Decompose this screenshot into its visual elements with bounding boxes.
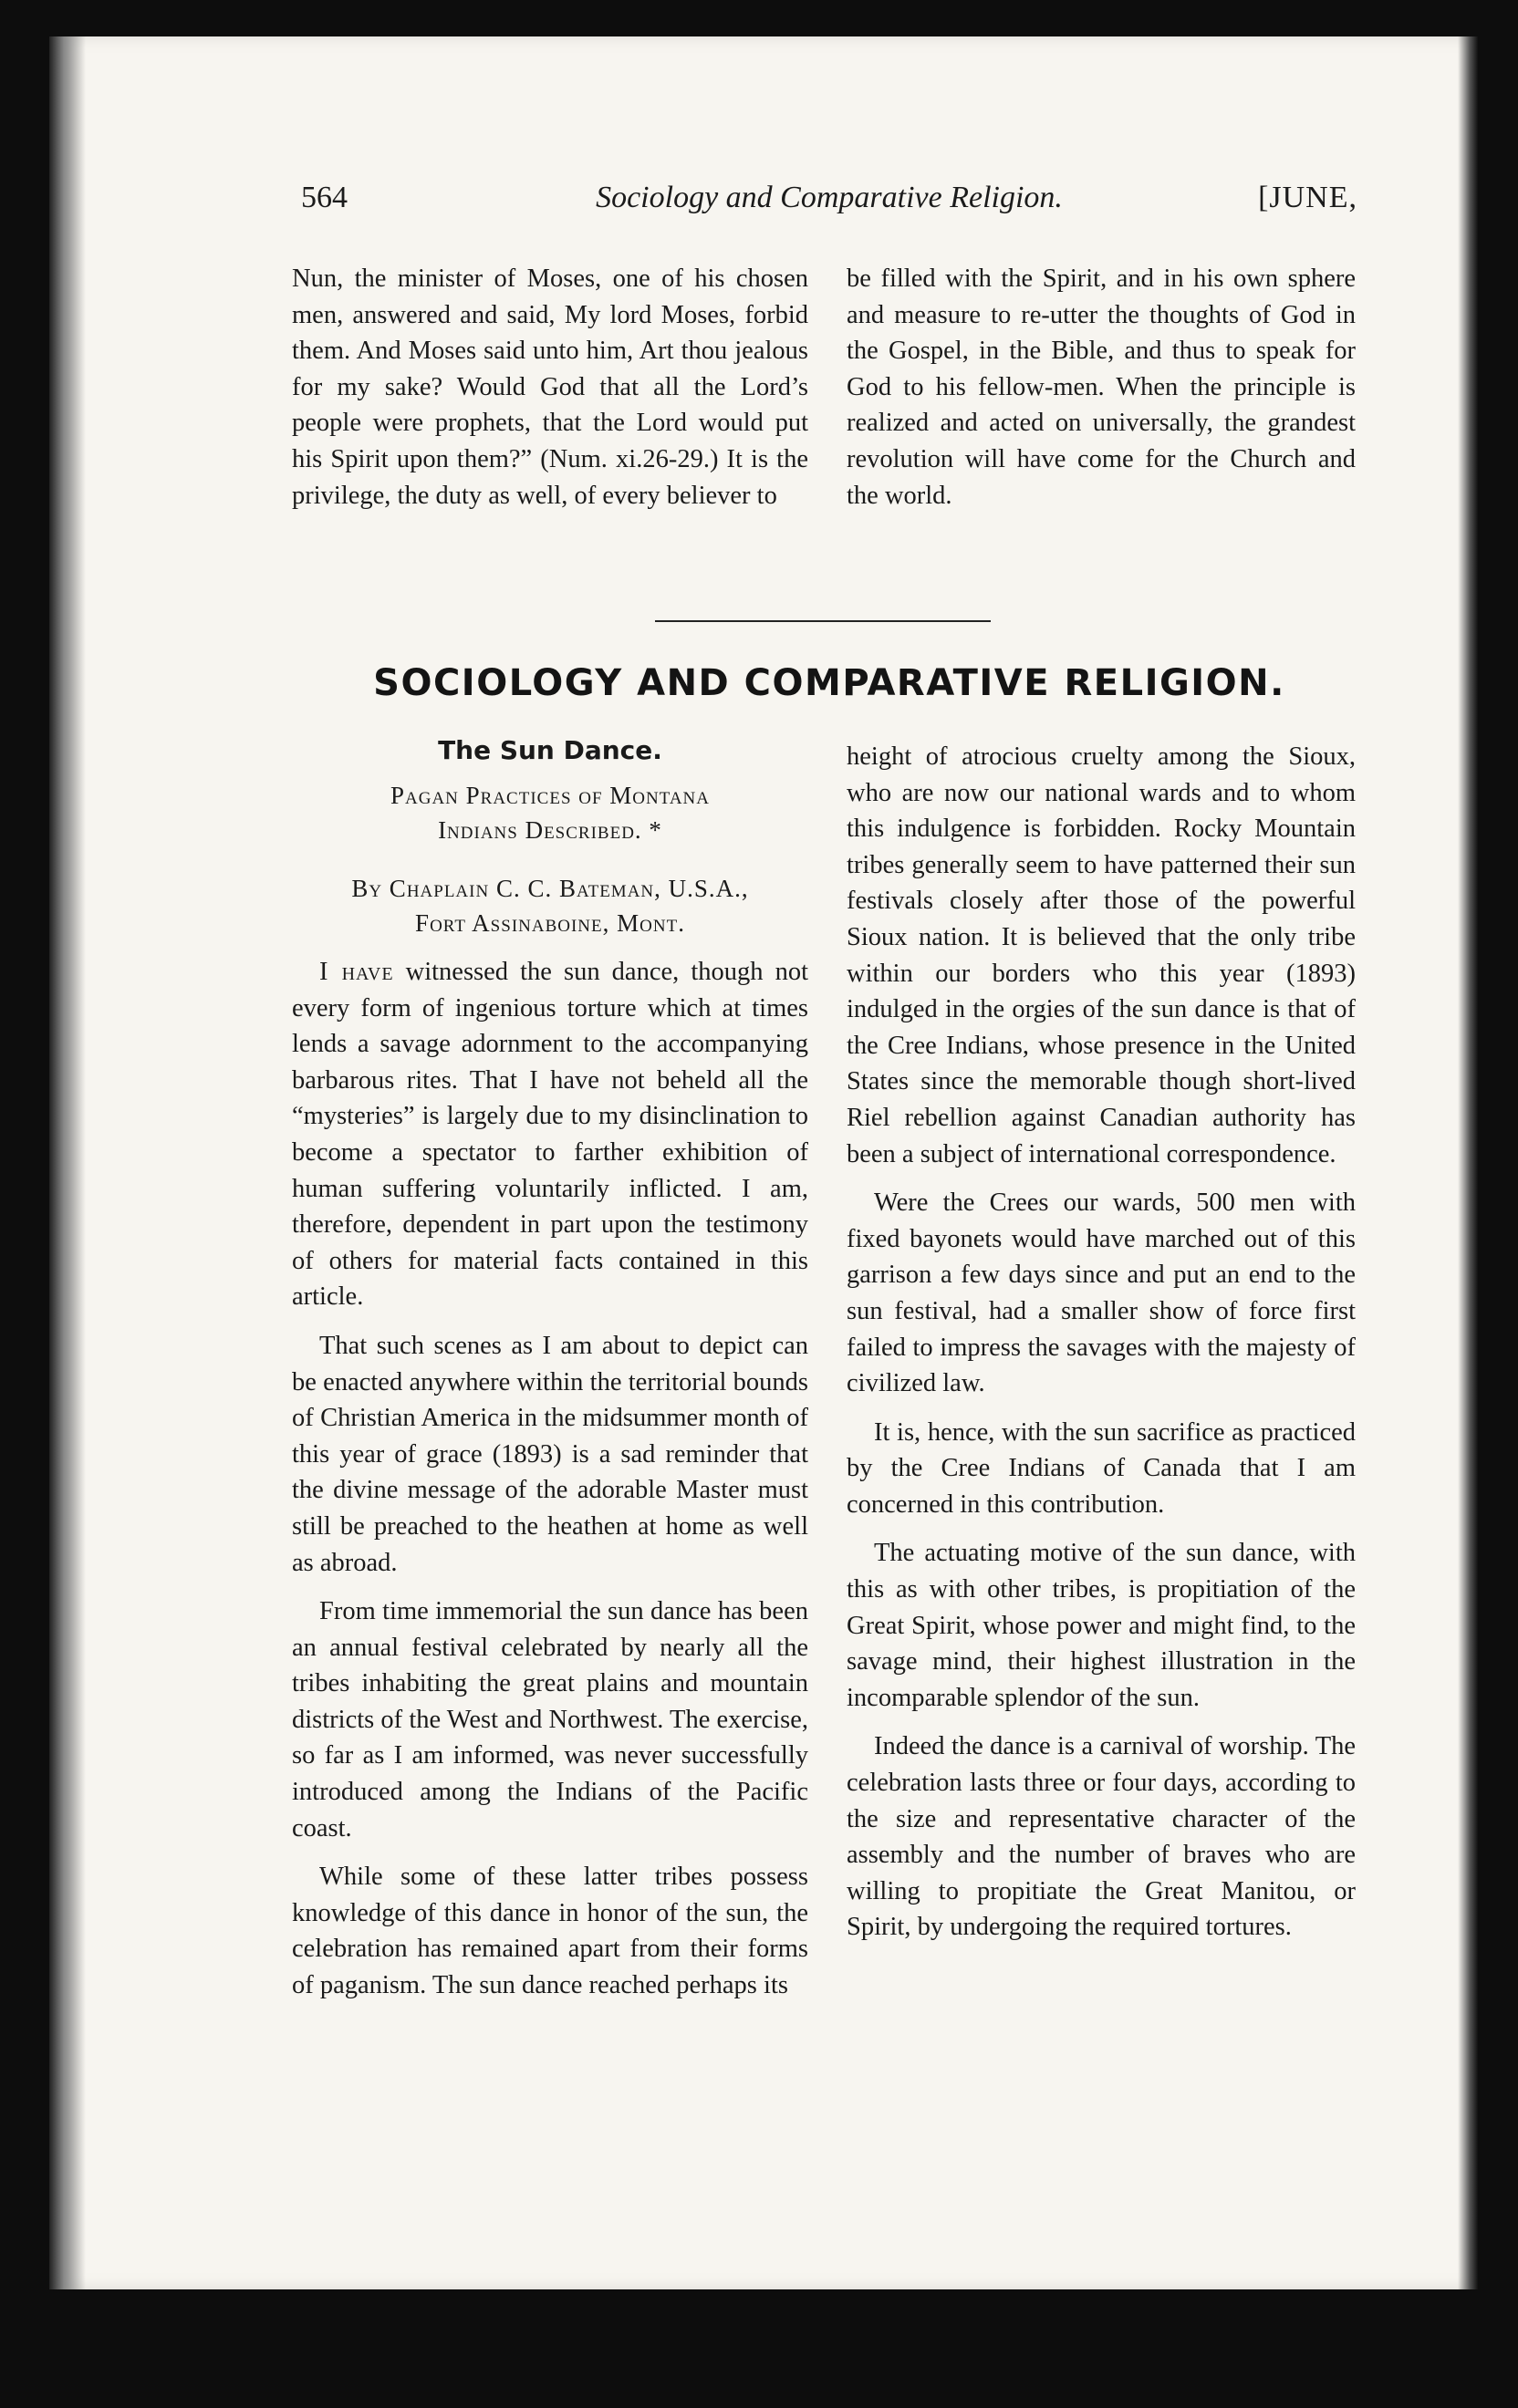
running-title: Sociology and Comparative Religion. — [596, 181, 1063, 214]
article-subtitle-line-2: Indians Described. * — [438, 816, 662, 844]
section-heading: SOCIOLOGY AND COMPARATIVE RELIGION. — [373, 662, 1285, 704]
page-binding-shadow — [49, 36, 86, 2289]
page-edge-shadow — [1458, 36, 1478, 2289]
article-title: The Sun Dance. — [438, 735, 662, 765]
paragraph: height of atrocious cruelty among the Sioux, who are now our national wards and to whom this indulgence is forbidden. Rocky Mountain tribes generally seem to have patterned their sun festivals closely after those of the powerful Sioux nation. It is believed that the only tribe within our borders who this year (1893) indulged in the orgies of the sun dance is that of the Cree Indians, whose presence in the United States since the memorable though short-lived Riel rebellion against Canadian authority has been a subject of international correspondence. — [847, 742, 1356, 1168]
byline-line-1: By Chaplain C. C. Bateman, U.S.A., — [351, 875, 749, 902]
paragraph: Nun, the minister of Moses, one of his chosen men, answered and said, My lord Moses, forbid them. And Moses said unto him, Art thou jealous for my sake? Would God that all the Lord’s people were prophets, that the Lord would put his Spirit upon them?” (Num. xi.26-29.) It is the privilege, the duty as well, of every believer to — [292, 265, 808, 510]
lead-in: I have — [319, 958, 394, 986]
running-date: [JUNE, — [1258, 181, 1357, 214]
paragraph: That such scenes as I am about to depict can be enacted anywhere within the territorial bounds of Christian America in the midsummer month of this year of grace (1893) is a sad reminder that the divine message of the adorable Master must still be preached to the heathen at home as well as abroad. — [292, 1331, 808, 1577]
paragraph: From time immemorial the sun dance has been an annual festival celebrated by nearly all the tribes inhabiting the great plains and mountain districts of the West and Northwest. The exercise, so far as I am informed, was never successfully introduced among the Indians of the Pacific coast. — [292, 1597, 808, 1842]
running-header — [301, 181, 1357, 226]
paragraph: Indeed the dance is a carnival of worship. The celebration lasts three or four days, according to the size and representative character of the assembly and the number of braves who are willing to propitiate the Great Manitou, or Spirit, by undergoing the required tortures. — [847, 1732, 1356, 1942]
paragraph: While some of these latter tribes possess knowledge of this dance in honor of the sun, the celebration has remained apart from their forms of paganism. The sun dance reached perhaps its — [292, 1863, 808, 2000]
section-divider — [655, 620, 991, 622]
page-number: 564 — [301, 181, 348, 214]
article-column-right — [847, 739, 1356, 1946]
paragraph: It is, hence, with the sun sacrifice as practiced by the Cree Indians of Canada that I am concerned in this contribution. — [847, 1417, 1356, 1519]
article-column-left — [292, 954, 808, 2004]
paragraph-text: witnessed the sun dance, though not every form of ingenious torture which at times lends a savage adornment to the accompanying barbarous rites. That I have not beheld all the “mysteries” is largely due to my disinclination to become a spectator to farther exhibition of human suffering voluntarily inflicted. I am, therefore, dependent in part upon the testimony of others for material facts contained in this article. — [292, 958, 808, 1312]
paragraph: The actuating motive of the sun dance, with this as with other tribes, is propitiation of the Great Spirit, whose power and might find, to the savage mind, their highest illustration in the incomparable splendor of the sun. — [847, 1539, 1356, 1712]
article-header — [292, 735, 808, 940]
byline-line-2: Fort Assinaboine, Mont. — [415, 909, 685, 937]
continued-text-left — [292, 261, 808, 514]
paragraph — [292, 954, 808, 1315]
article-subtitle-line-1: Pagan Practices of Montana — [390, 782, 710, 809]
continued-text-right — [847, 261, 1356, 514]
paragraph: be filled with the Spirit, and in his own sphere and measure to re-utter the thoughts of God in the Gospel, in the Bible, and thus to speak for God to his fellow-men. When the principle is realized and acted on universally, the grandest revolution will have come for the Church and the world. — [847, 265, 1356, 510]
paragraph: Were the Crees our wards, 500 men with fixed bayonets would have marched out of this garrison a few days since and put an end to the sun festival, had a smaller show of force first failed to impress the savages with the majesty of civilized law. — [847, 1188, 1356, 1398]
